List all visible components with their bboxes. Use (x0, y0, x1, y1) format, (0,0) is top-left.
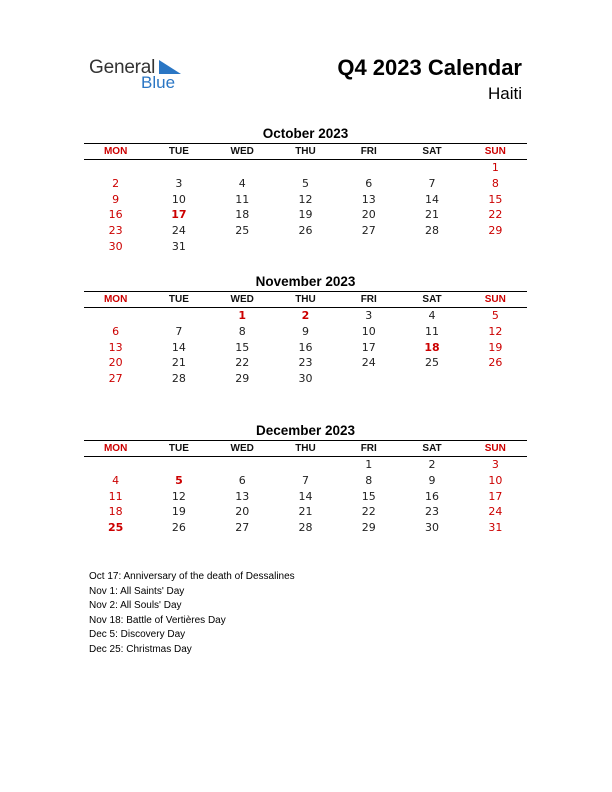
weekday-label: SUN (484, 294, 506, 305)
day-cell: 8 (365, 473, 373, 487)
weekday-header (84, 441, 527, 456)
day-cell: 12 (171, 489, 186, 503)
day-cell (337, 239, 400, 255)
day-cell: 20 (361, 208, 376, 222)
day-cell: 23 (298, 356, 313, 370)
logo-text-general: General (89, 57, 156, 78)
day-cell: 24 (361, 356, 376, 370)
day-cell: 28 (171, 372, 186, 386)
month-title: November 2023 (255, 274, 356, 289)
day-cell: 23 (108, 224, 123, 238)
day-cell: 21 (425, 208, 440, 222)
day-cell: 12 (488, 324, 503, 338)
weekday-label: SUN (484, 146, 506, 157)
day-cell: 3 (365, 309, 373, 322)
day-cell (337, 160, 400, 176)
weekday-label: WED (230, 443, 254, 454)
holiday-item: Nov 1: All Saints' Day (89, 585, 185, 597)
weekday-label: TUE (168, 146, 189, 157)
day-cell: 8 (491, 176, 499, 190)
day-cell: 30 (425, 521, 440, 535)
week-row (84, 473, 527, 489)
day-cell: 16 (298, 340, 313, 354)
day-cell: 29 (235, 372, 250, 386)
day-cell: 17 (488, 489, 503, 503)
weekday-label: MON (103, 443, 128, 454)
day-cell: 5 (301, 176, 309, 190)
week-row (84, 160, 527, 176)
month-october (84, 125, 527, 255)
week-row (84, 324, 527, 340)
week-row (84, 207, 527, 223)
week-row (84, 371, 527, 387)
day-cell: 31 (171, 239, 186, 253)
holiday-item: Oct 17: Anniversary of the death of Dessalines (89, 571, 295, 582)
day-cell: 22 (235, 356, 250, 370)
day-cell (84, 160, 147, 176)
day-cell (464, 371, 527, 387)
week-row (84, 355, 527, 371)
day-cell: 25 (107, 521, 124, 535)
day-cell: 3 (175, 176, 183, 190)
day-cell: 15 (488, 192, 503, 206)
holiday-item: Nov 18: Battle of Vertières Day (89, 614, 226, 626)
day-cell: 6 (112, 324, 120, 338)
day-cell: 15 (361, 489, 376, 503)
day-cell: 19 (171, 505, 186, 519)
day-cell: 10 (171, 192, 186, 206)
day-cell: 10 (361, 324, 376, 338)
weekday-label: MON (103, 146, 128, 157)
day-cell: 4 (428, 309, 436, 322)
week-row (84, 239, 527, 255)
day-cell: 5 (491, 309, 499, 322)
day-cell: 30 (298, 372, 313, 386)
day-cell: 22 (488, 208, 503, 222)
day-cell: 11 (108, 489, 123, 503)
day-cell: 11 (235, 192, 250, 206)
day-cell: 20 (108, 356, 123, 370)
day-cell: 1 (238, 309, 247, 322)
month-november (84, 273, 527, 387)
day-cell: 9 (112, 192, 120, 206)
weekday-label: SAT (422, 443, 442, 454)
day-cell: 28 (425, 224, 440, 238)
weekday-label: MON (103, 294, 128, 305)
day-cell: 11 (425, 324, 440, 338)
day-cell: 12 (298, 192, 313, 206)
day-cell (400, 160, 463, 176)
day-cell: 31 (488, 521, 503, 535)
weekday-label: FRI (360, 443, 377, 454)
week-row (84, 489, 527, 505)
day-cell: 7 (428, 176, 436, 190)
day-cell: 21 (298, 505, 313, 519)
day-cell: 16 (425, 489, 440, 503)
week-row (84, 457, 527, 473)
day-cell: 22 (361, 505, 376, 519)
holiday-item: Dec 25: Christmas Day (89, 643, 192, 655)
day-cell: 14 (298, 489, 313, 503)
day-cell: 13 (108, 340, 123, 354)
page-title: Q4 2023 Calendar (337, 55, 522, 80)
weekday-label: FRI (360, 294, 377, 305)
day-cell (84, 457, 147, 473)
day-cell: 2 (428, 458, 436, 471)
day-cell: 2 (112, 176, 120, 190)
week-row (84, 223, 527, 239)
weekday-label: SUN (484, 443, 506, 454)
day-cell (337, 371, 400, 387)
weekday-label: TUE (168, 443, 189, 454)
day-cell: 27 (361, 224, 376, 238)
day-cell: 16 (108, 208, 123, 222)
day-cell: 15 (235, 340, 250, 354)
day-cell (147, 457, 210, 473)
month-title: October 2023 (262, 126, 349, 141)
day-cell: 26 (298, 224, 313, 238)
day-cell: 17 (171, 208, 187, 222)
week-row (84, 192, 527, 208)
day-cell: 14 (425, 192, 440, 206)
week-row (84, 504, 527, 520)
weekday-label: WED (230, 146, 254, 157)
weekday-label: SAT (422, 294, 442, 305)
day-cell (211, 457, 274, 473)
day-cell: 6 (238, 473, 246, 487)
day-cell: 7 (175, 324, 183, 338)
country-name: Haiti (487, 84, 522, 103)
month-title: December 2023 (255, 423, 356, 438)
day-cell: 13 (235, 489, 250, 503)
day-cell: 1 (491, 161, 499, 174)
weekday-header (84, 292, 527, 307)
weekday-label: THU (295, 443, 316, 454)
day-cell: 20 (235, 505, 250, 519)
day-cell: 27 (108, 372, 123, 386)
day-cell: 24 (171, 224, 186, 238)
day-cell (400, 239, 463, 255)
day-cell (211, 239, 274, 255)
day-cell: 7 (301, 473, 309, 487)
week-row (84, 520, 527, 536)
day-cell: 4 (238, 176, 246, 190)
day-cell: 18 (235, 208, 250, 222)
day-cell (464, 239, 527, 255)
day-cell: 25 (235, 224, 250, 238)
day-cell: 14 (171, 340, 186, 354)
day-cell: 25 (425, 356, 440, 370)
day-cell: 19 (488, 340, 503, 354)
day-cell: 24 (488, 505, 503, 519)
day-cell (274, 239, 337, 255)
day-cell: 2 (301, 309, 310, 322)
logo-text-blue: Blue (141, 73, 176, 92)
day-cell: 1 (365, 458, 373, 471)
day-cell: 4 (112, 473, 120, 487)
day-cell (147, 160, 210, 176)
day-cell: 17 (361, 340, 376, 354)
day-cell: 5 (175, 473, 183, 487)
day-cell: 8 (238, 324, 246, 338)
day-cell: 29 (488, 224, 503, 238)
holiday-item: Dec 5: Discovery Day (89, 629, 186, 640)
day-cell: 26 (488, 356, 503, 370)
day-cell: 18 (424, 340, 440, 354)
day-cell: 13 (361, 192, 376, 206)
day-cell: 9 (428, 473, 436, 487)
day-cell (400, 371, 463, 387)
day-cell (274, 160, 337, 176)
weekday-label: SAT (422, 146, 442, 157)
weekday-label: THU (295, 294, 316, 305)
day-cell: 10 (488, 473, 503, 487)
day-cell: 29 (361, 521, 376, 535)
day-cell (147, 308, 210, 324)
day-cell: 28 (298, 521, 313, 535)
day-cell: 9 (301, 324, 309, 338)
day-cell (84, 308, 147, 324)
weekday-header (84, 144, 527, 159)
weekday-label: WED (230, 294, 254, 305)
week-row (84, 340, 527, 356)
day-cell (211, 160, 274, 176)
day-cell: 26 (171, 521, 186, 535)
holiday-list (89, 570, 295, 657)
day-cell: 18 (108, 505, 123, 519)
day-cell: 6 (365, 176, 373, 190)
logo-triangle-icon (159, 60, 181, 74)
day-cell: 19 (298, 208, 313, 222)
day-cell (274, 457, 337, 473)
week-row (84, 176, 527, 192)
brand-logo (89, 57, 189, 93)
weekday-label: FRI (360, 146, 377, 157)
day-cell: 21 (171, 356, 186, 370)
month-december (84, 422, 527, 536)
day-cell: 27 (235, 521, 250, 535)
weekday-label: THU (295, 146, 316, 157)
week-row (84, 308, 527, 324)
day-cell: 30 (108, 239, 123, 253)
weekday-label: TUE (168, 294, 189, 305)
day-cell: 3 (491, 458, 499, 471)
holiday-item: Nov 2: All Souls' Day (89, 600, 182, 611)
day-cell: 23 (425, 505, 440, 519)
